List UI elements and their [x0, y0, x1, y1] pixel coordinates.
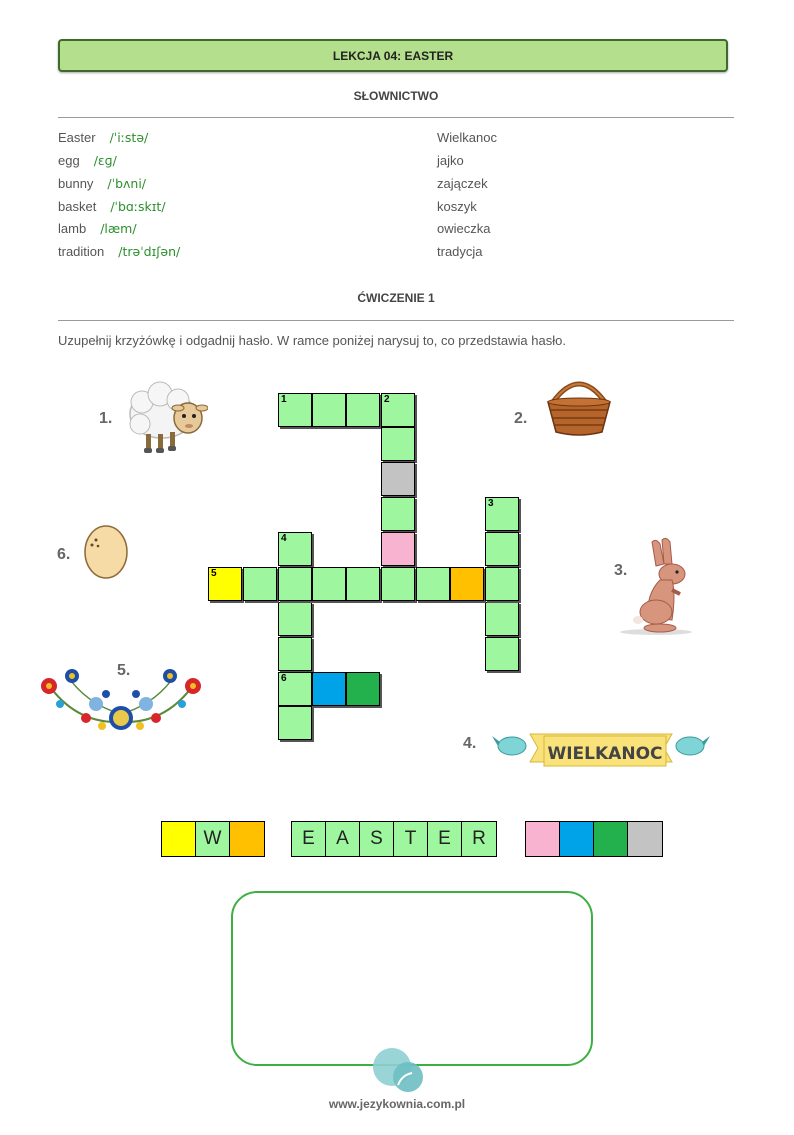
clue-number: 6: [281, 673, 287, 684]
crossword-cell[interactable]: [346, 567, 380, 601]
vocab-ipa: /ˈbɑːskɪt/: [110, 199, 166, 214]
picture-label: 2.: [514, 410, 528, 427]
crossword-cell[interactable]: [278, 532, 312, 566]
bunny-icon: [616, 534, 698, 636]
crossword-cell-highlight[interactable]: [312, 672, 346, 706]
clue-number: 4: [281, 533, 287, 544]
answer-cell[interactable]: A: [326, 822, 360, 856]
vocab-row: [58, 244, 734, 264]
crossword-cell-highlight[interactable]: [346, 672, 380, 706]
answer-group-2: [291, 821, 497, 857]
vocab-polish: owieczka: [437, 221, 491, 236]
vocab-row: [58, 221, 734, 241]
crossword-cell-highlight[interactable]: [450, 567, 484, 601]
vocab-polish: tradycja: [437, 244, 483, 259]
divider: [58, 320, 734, 321]
folk-flowers-icon: [36, 664, 206, 736]
crossword-cell[interactable]: [312, 393, 346, 427]
picture-label: 3.: [614, 562, 628, 579]
crossword-cell[interactable]: [381, 497, 415, 531]
picture-label: 5.: [117, 662, 131, 679]
answer-cell[interactable]: [162, 822, 196, 856]
clue-number: 3: [488, 498, 494, 509]
crossword-cell[interactable]: [278, 672, 312, 706]
egg-icon: [82, 520, 130, 580]
clue-number: 5: [211, 568, 217, 579]
crossword-cell[interactable]: [278, 602, 312, 636]
drawing-frame[interactable]: [231, 891, 593, 1066]
vocab-row: [58, 176, 734, 196]
vocab-english: basket /ˈbɑːskɪt/: [58, 199, 166, 214]
picture-label: 4.: [463, 735, 477, 752]
crossword-cell[interactable]: [485, 532, 519, 566]
crossword-cell[interactable]: [381, 427, 415, 461]
crossword-cell[interactable]: [278, 637, 312, 671]
answer-cell[interactable]: [594, 822, 628, 856]
answer-cell[interactable]: T: [394, 822, 428, 856]
vocab-ipa: /ˈbʌni/: [107, 176, 147, 191]
crossword-cell[interactable]: [381, 393, 415, 427]
crossword-cell[interactable]: [346, 393, 380, 427]
crossword-cell[interactable]: [485, 602, 519, 636]
answer-cell[interactable]: [230, 822, 264, 856]
crossword-cell[interactable]: [416, 567, 450, 601]
vocab-polish: jajko: [437, 153, 464, 168]
basket-icon: [545, 372, 613, 438]
lesson-title: LEKCJA 04: EASTER: [58, 39, 728, 72]
vocab-ipa: /ˈiːstə/: [109, 130, 149, 145]
answer-cell[interactable]: E: [292, 822, 326, 856]
answer-cell[interactable]: [526, 822, 560, 856]
jezykownia-logo-icon: [368, 1045, 428, 1095]
vocab-english: Easter /ˈiːstə/: [58, 130, 149, 145]
crossword-cell[interactable]: [381, 567, 415, 601]
crossword-cell-highlight[interactable]: [381, 532, 415, 566]
vocab-ipa: /ɛɡ/: [93, 153, 117, 168]
vocab-english: bunny /ˈbʌni/: [58, 176, 147, 191]
vocab-ipa: /læm/: [100, 221, 137, 236]
vocab-ipa: /trəˈdɪʃən/: [118, 244, 181, 259]
crossword-cell[interactable]: [278, 567, 312, 601]
banner-text: WIELKANOC: [547, 744, 663, 764]
footer-url[interactable]: www.jezykownia.com.pl: [328, 1097, 466, 1111]
sheep-icon: [122, 374, 208, 456]
vocab-english: tradition /trəˈdɪʃən/: [58, 244, 181, 259]
crossword-cell-highlight[interactable]: [208, 567, 242, 601]
vocab-polish: Wielkanoc: [437, 130, 497, 145]
wielkanoc-banner: [490, 722, 712, 772]
exercise-title: ĆWICZENIE 1: [357, 291, 435, 305]
picture-label: 6.: [57, 546, 71, 563]
crossword-cell[interactable]: [485, 567, 519, 601]
answer-group-1: [161, 821, 265, 857]
picture-label: 1.: [99, 410, 113, 427]
answer-cell[interactable]: [628, 822, 662, 856]
clue-number: 1: [281, 394, 287, 405]
clue-number: 2: [384, 394, 390, 405]
answer-group-3: [525, 821, 663, 857]
crossword-cell[interactable]: [312, 567, 346, 601]
crossword-cell[interactable]: [485, 497, 519, 531]
vocab-row: [58, 130, 734, 150]
crossword-cell[interactable]: [485, 637, 519, 671]
divider: [58, 117, 734, 118]
vocab-row: [58, 153, 734, 173]
exercise-instruction: Uzupełnij krzyżówkę i odgadnij hasło. W ramce poniżej narysuj to, co przedstawia hasło.: [58, 333, 566, 348]
vocab-english: egg /ɛɡ/: [58, 153, 117, 168]
answer-cell[interactable]: [560, 822, 594, 856]
vocabulary-title: SŁOWNICTWO: [353, 89, 439, 103]
answer-cell[interactable]: W: [196, 822, 230, 856]
crossword-cell[interactable]: [243, 567, 277, 601]
crossword-cell-highlight[interactable]: [381, 462, 415, 496]
crossword-cell[interactable]: [278, 393, 312, 427]
vocab-english: lamb /læm/: [58, 221, 137, 236]
answer-cell[interactable]: R: [462, 822, 496, 856]
answer-cell[interactable]: E: [428, 822, 462, 856]
vocab-row: [58, 199, 734, 219]
crossword-cell[interactable]: [278, 706, 312, 740]
vocab-polish: koszyk: [437, 199, 477, 214]
vocab-polish: zajączek: [437, 176, 488, 191]
answer-cell[interactable]: S: [360, 822, 394, 856]
